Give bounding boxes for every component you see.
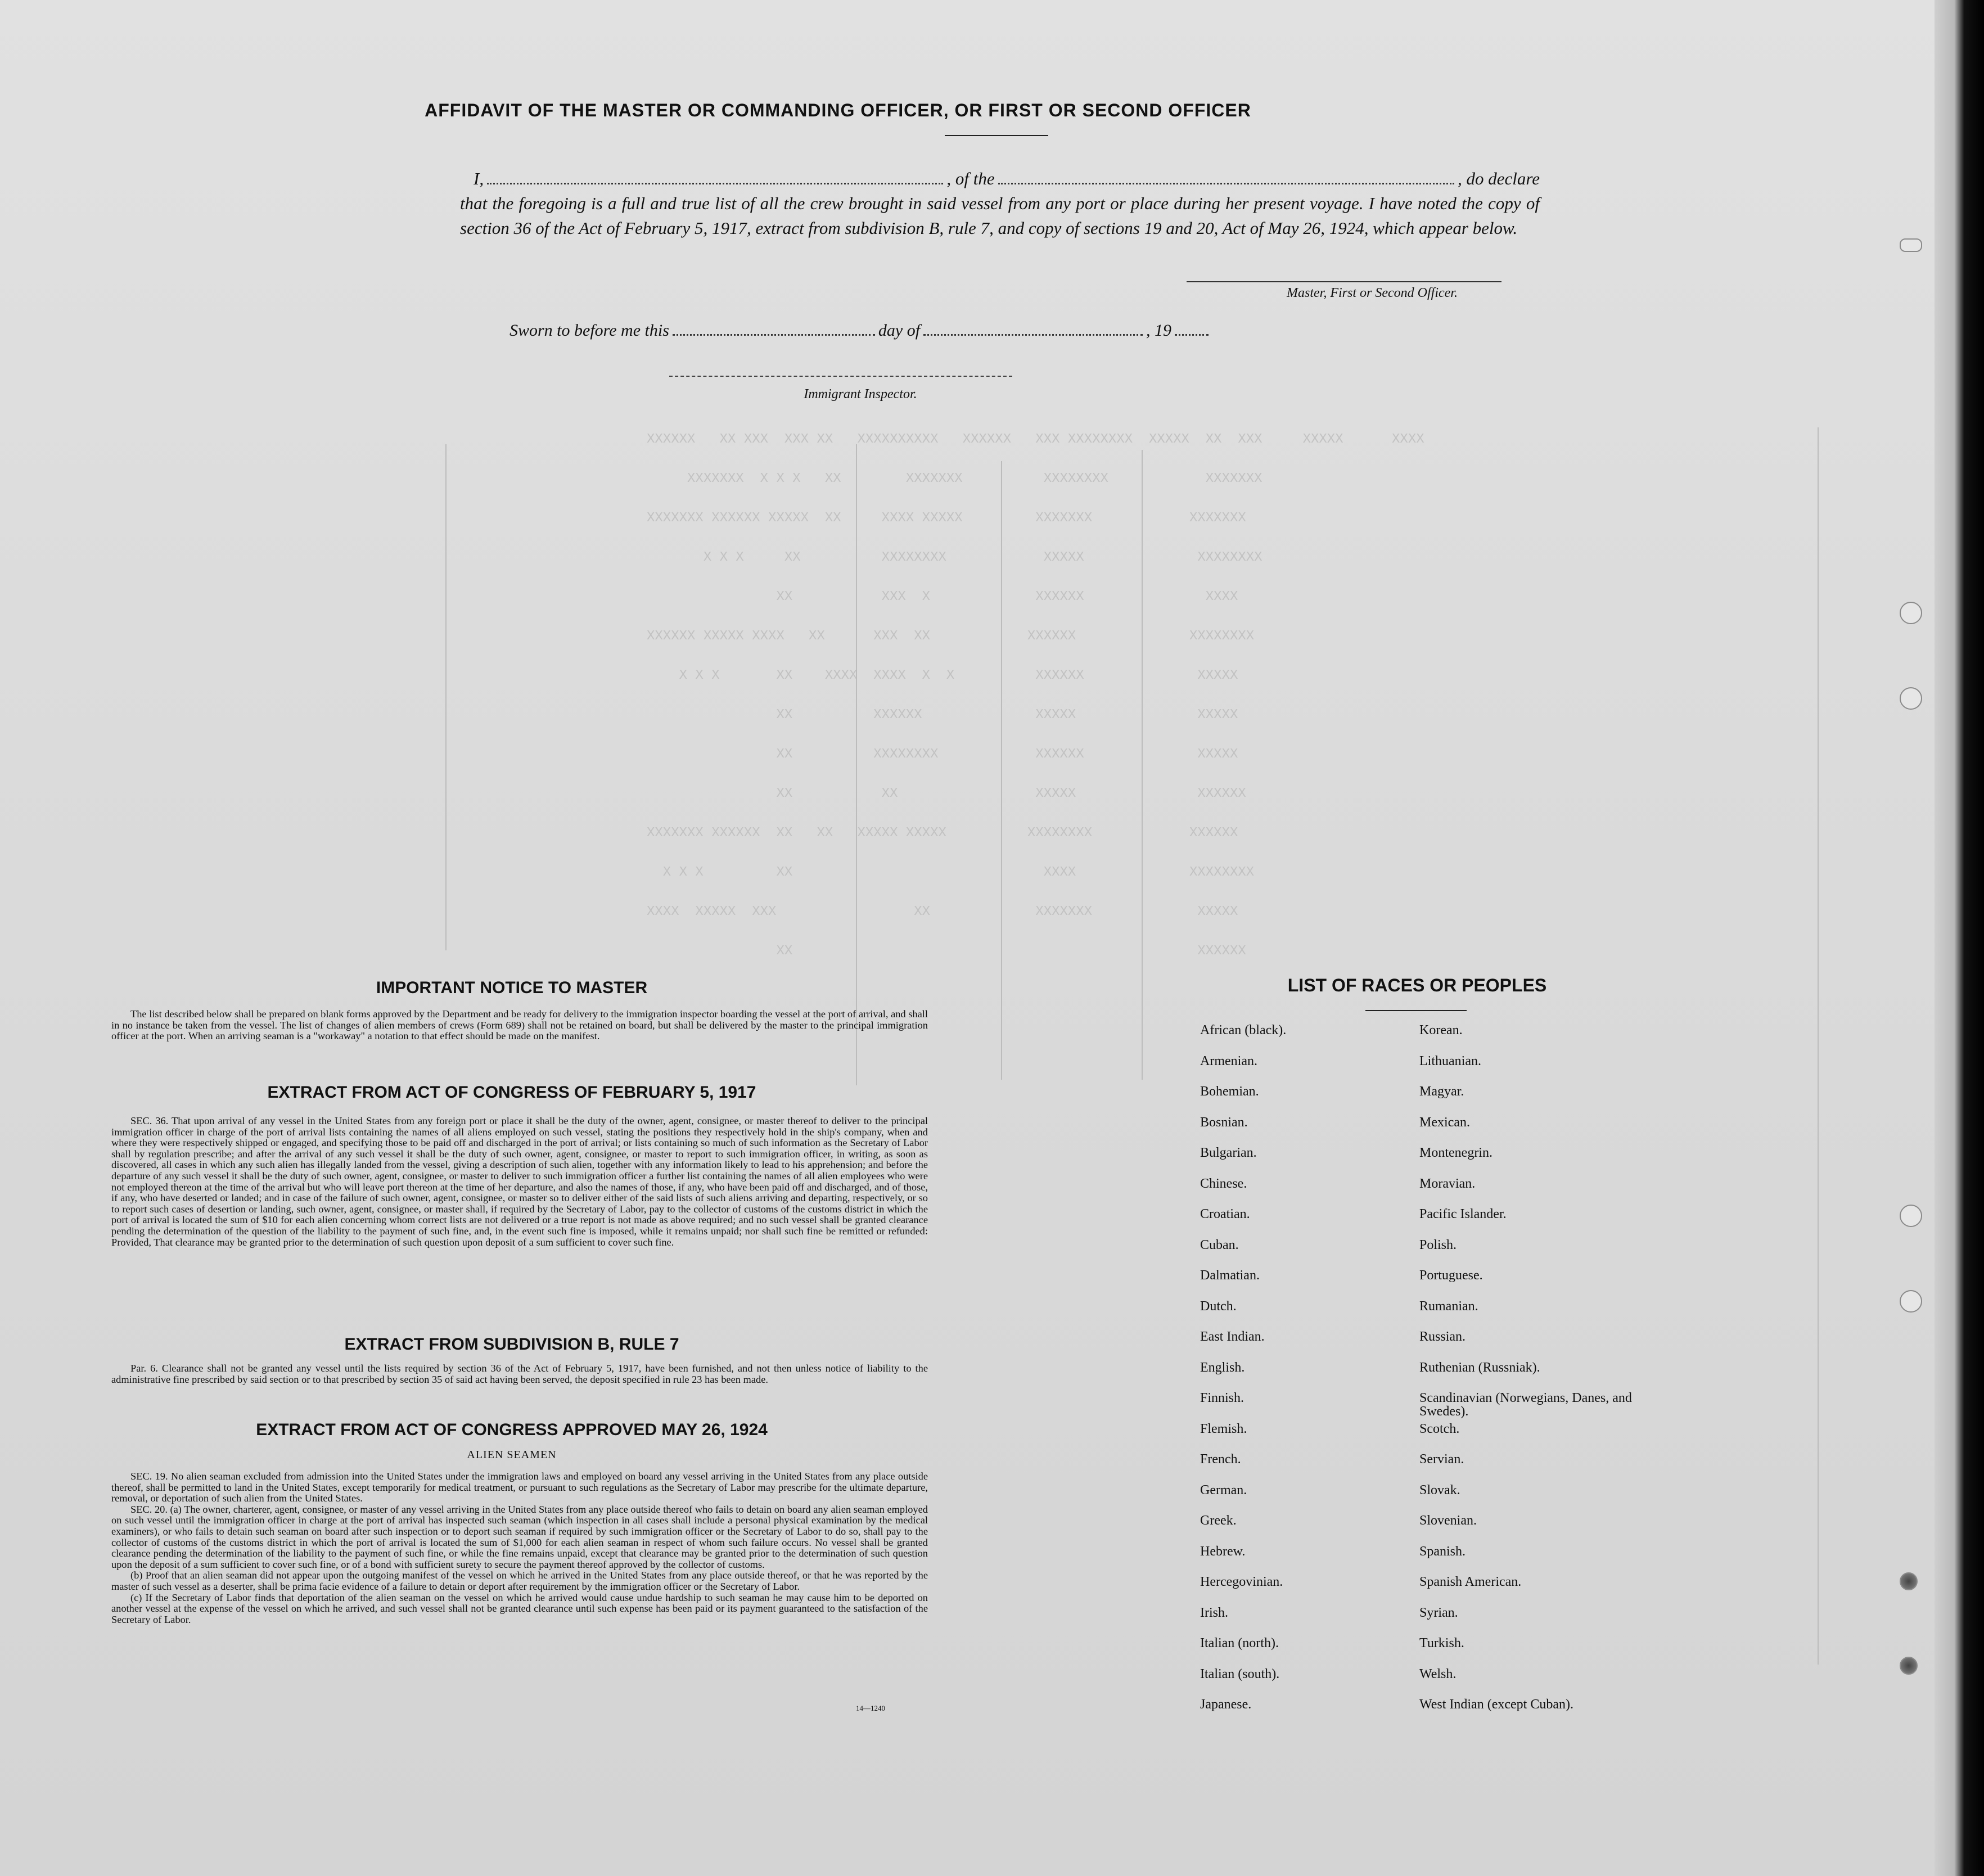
race-item: Hebrew. xyxy=(1200,1544,1246,1559)
act-1924-title: EXTRACT FROM ACT OF CONGRESS APPROVED MAY 26, 1924 xyxy=(256,1420,768,1439)
race-item: Finnish. xyxy=(1200,1391,1244,1405)
race-item: Mexican. xyxy=(1419,1115,1470,1130)
affidavit-title: AFFIDAVIT OF THE MASTER OR COMMANDING OFFICER, OR FIRST OR SECOND OFFICER xyxy=(425,100,1251,120)
race-item: Scotch. xyxy=(1419,1421,1460,1436)
act-1924-text xyxy=(111,1471,928,1625)
binder-hole xyxy=(1900,1572,1918,1590)
race-item: Armenian. xyxy=(1200,1053,1257,1068)
declaration-body: that the foregoing is a full and true list of all the crew brought in said vessel from any port or place during her present voyage. I have noted the copy of section 36 of the Act of February 5, 1917, extract from subdivision B, rule 7, and copy of sections 19 and 20, Act of May 26, 1924, which appear below. xyxy=(460,193,1540,238)
act-1917-section-36: SEC. 36. That upon arrival of any vessel in the United States from any foreign port or place it shall be the duty of the owner, agent, consignee, or master thereof to deliver to the principal immigration officer in charge of the port of arrival lists containing the names of all aliens employed on such vessel, stating the positions they respectively hold in the ship's company, when and where they were respectively shipped or engaged, and specifying those to be paid off and discharged in the port of arrival; or lists containing so much of such information as the Secretary of Labor shall by regulation prescribe; and after the arrival of any such vessel it shall be the duty of such owner, agent, consignee, or master to report to such immigration officer, in writing, as soon as discovered, all cases in which any such alien has illegally landed from the vessel, giving a description of such alien, together with any information likely to lead to his apprehension; and before the departure of any such vessel it shall be the duty of such owner, agent, consignee, or master to deliver to such immigration officer a further list containing the names of all alien employees who were not employed thereon at the time of the arrival but who will leave port thereon at the time of her departure, and also the names of those, if any, who have been paid off and discharged, and of those, if any, who have deserted or landed; and in case of the failure of such owner, agent, consignee, or master so to deliver either of the said lists of such aliens arriving and departing, respectively, or so to report such cases of desertion or landing, such owner, agent, consignee, or master shall, if required by the Secretary of Labor, pay to the collector of customs of the customs district in which the port of arrival is located the sum of $10 for each alien concerning whom correct lists are not delivered or a true report is not made as above required; and no such vessel shall be granted clearance pending the determination of the question of the liability to the payment of such fine, and, in the event such fine is imposed, while it remains unpaid; nor shall such fine be remitted or refunded: Provided, That clearance may be granted prior to the determination of such question upon deposit of a sum sufficient to cover such fine. xyxy=(111,1115,928,1248)
page-edge xyxy=(1935,0,1984,1876)
race-item: Spanish. xyxy=(1419,1544,1466,1559)
race-item: Turkish. xyxy=(1419,1636,1464,1650)
rule-7-title: EXTRACT FROM SUBDIVISION B, RULE 7 xyxy=(344,1335,679,1354)
races-title-rule xyxy=(1365,1010,1467,1011)
declaration-end: , do declare xyxy=(1457,169,1540,188)
name-blank[interactable] xyxy=(487,167,943,184)
ghost-text: XXXX XXXXX XXX XX XXXXXXX XXXXX xyxy=(647,904,1238,919)
sworn-line xyxy=(509,318,1274,340)
race-item: Slovak. xyxy=(1419,1482,1460,1498)
act-1917-text xyxy=(111,1116,928,1248)
race-item: Slovenian. xyxy=(1419,1513,1477,1528)
master-signature-line[interactable] xyxy=(1187,281,1501,282)
rule-7-paragraph: Par. 6. Clearance shall not be granted any vessel until the lists required by section 36 of the Act of February 5, 1917, have been furnished, and not then unless notice of liability to the administrative fine prescribed by said section or to that prescribed by section 35 of said act having been served, the deposit specified in rule 23 has been made. xyxy=(111,1363,928,1385)
inspector-signature-line[interactable] xyxy=(669,376,1012,377)
races-list xyxy=(1200,1023,1650,1729)
race-item: Bohemian. xyxy=(1200,1084,1259,1099)
ghost-text: X X X XX XXXXXXXX XXXXX XXXXXXXX xyxy=(647,550,1262,565)
race-item: Montenegrin. xyxy=(1419,1146,1492,1160)
declaration-of-the: , of the xyxy=(946,169,995,188)
inspector-caption: Immigrant Inspector. xyxy=(804,387,917,402)
declaration-i: I, xyxy=(474,169,484,188)
notice-title: IMPORTANT NOTICE TO MASTER xyxy=(376,978,648,997)
ghost-text: XX XXX X XXXXXX XXXX xyxy=(647,589,1238,605)
ghost-text: X X X XX XXXX XXXXXXXX xyxy=(647,865,1255,880)
act-1924-section-20c: (c) If the Secretary of Labor finds that deportation of the alien seaman on the vessel on which he arrived would cause undue hardship to such seaman he may cause him to be deported on another vessel at the expense of the vessel on which he arrived, and such vessel shall not be granted clearance until such expense has been paid or its payment guaranteed to the satisfaction of the Secretary of Labor. xyxy=(111,1591,928,1625)
declaration xyxy=(460,166,1540,241)
race-item: African (black). xyxy=(1200,1023,1287,1038)
races-title: LIST OF RACES OR PEOPLES xyxy=(1287,975,1547,995)
race-item: Hercegovinian. xyxy=(1200,1575,1283,1589)
binder-hole xyxy=(1900,687,1922,710)
race-item: Chinese. xyxy=(1200,1176,1247,1191)
race-item: German. xyxy=(1200,1482,1247,1498)
ghost-text: XXXXXXX X X X XX XXXXXXX XXXXXXXX XXXXXXX xyxy=(647,471,1262,486)
declaration-first-line xyxy=(460,166,1540,191)
sworn-year: , 19 xyxy=(1146,321,1172,340)
race-item: Magyar. xyxy=(1419,1084,1464,1099)
ghost-text: XX XXXXXX XXXXX XXXXX xyxy=(647,707,1238,723)
ghost-text: XXXXXXX XXXXXX XX XX XXXXX XXXXX XXXXXXXX XXXXXX xyxy=(647,826,1238,841)
race-item: Bosnian. xyxy=(1200,1115,1248,1130)
ghost-rule xyxy=(1142,450,1143,1080)
sworn-day: day of xyxy=(878,321,921,340)
race-item: Italian (south). xyxy=(1200,1666,1280,1681)
race-item: Korean. xyxy=(1419,1023,1463,1038)
ghost-text: XX XX XXXXX XXXXXX xyxy=(647,786,1246,801)
race-item: Spanish American. xyxy=(1419,1575,1522,1589)
master-signature xyxy=(1187,281,1501,301)
act-1924-subtitle: ALIEN SEAMEN xyxy=(467,1449,557,1461)
race-item: Greek. xyxy=(1200,1513,1237,1528)
race-item: Portuguese. xyxy=(1419,1268,1483,1283)
ghost-rule xyxy=(1818,427,1819,1665)
ghost-text: XXXXXXX XXXXXX XXXXX XX XXXX XXXXX XXXXXXX XXXXXXX xyxy=(647,511,1246,526)
sworn-start: Sworn to before me this xyxy=(509,321,669,340)
race-item: East Indian. xyxy=(1200,1329,1265,1344)
binder-hole xyxy=(1900,1290,1922,1313)
sworn-year-blank[interactable] xyxy=(1175,318,1209,336)
race-item: Bulgarian. xyxy=(1200,1146,1257,1160)
sworn-month-blank[interactable] xyxy=(923,318,1143,336)
ghost-text: XX XXXXXX xyxy=(647,944,1246,959)
ghost-text: XXXXXX XXXXX XXXX XX XXX XX XXXXXX XXXXXXXX xyxy=(647,629,1255,644)
race-item: Croatian. xyxy=(1200,1207,1250,1221)
act-1924-section-19: SEC. 19. No alien seaman excluded from admission into the United States under the immigration laws and employed on board any vessel arriving in the United States from any place outside thereof, shall be permitted to land in the United States, except temporarily for medical treatment, or pursuant to such regulations as the Secretary of Labor may prescribe for the ultimate departure, removal, or deportation of such alien from the United States. xyxy=(111,1471,928,1504)
act-1924-section-20a: SEC. 20. (a) The owner, charterer, agent, consignee, or master of any vessel arriving in the United States from any place outside thereof who fails to detain on board any alien seaman employed on such vessel until the immigration officer in charge at the port of arrival has inspected such seaman (which inspection in all cases shall include a personal physical examination by the medical examiners), or who fails to detain such seaman on board after such inspection or to deport such seaman if required by such immigration officer or the Secretary of Labor to do so, shall pay to the collector of customs of the customs district in which the port of arrival is located the sum of $1,000 for each alien seaman in respect of whom such failure occurs. No vessel shall be granted clearance pending the determination of the liability to the payment of such fine, or while the fine remains unpaid, except that clearance may be granted prior to the determination of such question upon the deposit of a sum sufficient to cover such fine, or of a bond with sufficient surety to secure the payment thereof approved by the collector of customs. xyxy=(111,1503,928,1570)
binder-hole xyxy=(1900,602,1922,624)
race-item: French. xyxy=(1200,1452,1241,1467)
master-signature-caption: Master, First or Second Officer. xyxy=(1287,286,1458,300)
race-item: Cuban. xyxy=(1200,1237,1239,1252)
race-item: Servian. xyxy=(1419,1452,1464,1467)
binder-hole xyxy=(1900,1657,1918,1675)
form-number: 14—1240 xyxy=(856,1704,885,1712)
race-item: Rumanian. xyxy=(1419,1298,1478,1314)
ghost-text: XXXXXX XX XXX XXX XX XXXXXXXXXX XXXXXX XXX XXXXXXXX XXXXX XX XXX XXXXX XXXX xyxy=(647,432,1424,447)
race-item: Welsh. xyxy=(1419,1666,1457,1681)
binder-hole xyxy=(1900,238,1922,252)
sworn-day-blank[interactable] xyxy=(673,318,875,336)
race-item: Dutch. xyxy=(1200,1298,1237,1314)
race-item: Lithuanian. xyxy=(1419,1053,1481,1068)
vessel-blank[interactable] xyxy=(998,167,1454,184)
act-1924-section-20b: (b) Proof that an alien seaman did not appear upon the outgoing manifest of the vessel on which he arrived in the United States from any place outside thereof, or that he was reported by the master of such vessel as a deserter, shall be prima facie evidence of a failure to detain or deport after requirement by the immigration officer or the Secretary of Labor. xyxy=(111,1570,928,1592)
title-rule xyxy=(945,135,1048,136)
race-item: Russian. xyxy=(1419,1329,1466,1344)
race-item: Italian (north). xyxy=(1200,1636,1279,1650)
ghost-text: XX XXXXXXXX XXXXXX XXXXX xyxy=(647,747,1238,762)
ghost-rule xyxy=(445,444,447,950)
inspector-signature xyxy=(669,376,1012,402)
race-item: Flemish. xyxy=(1200,1421,1247,1436)
race-item: Polish. xyxy=(1419,1237,1457,1252)
notice-text xyxy=(111,1009,928,1042)
race-item: Moravian. xyxy=(1419,1176,1476,1191)
act-1917-title: EXTRACT FROM ACT OF CONGRESS OF FEBRUARY 5, 1917 xyxy=(267,1083,756,1102)
rule-7-text xyxy=(111,1363,928,1385)
binder-hole xyxy=(1900,1205,1922,1227)
race-item: English. xyxy=(1200,1360,1245,1375)
race-item: Syrian. xyxy=(1419,1605,1458,1620)
race-item: West Indian (except Cuban). xyxy=(1419,1697,1573,1712)
race-item: Ruthenian (Russniak). xyxy=(1419,1360,1540,1375)
race-item: Japanese. xyxy=(1200,1697,1252,1712)
race-item: Scandinavian (Norwegians, Danes, and Swedes). xyxy=(1419,1391,1632,1419)
notice-paragraph: The list described below shall be prepared on blank forms approved by the Department and be ready for delivery to the immigration inspector boarding the vessel at the port of arrival, and shall in no instance be taken from the vessel. The list of changes of alien members of crews (Form 689) shall not be retained on board, but shall be delivered by the master to the principal immigration officer at the port. When an arriving seaman is a "workaway" a notation to that effect should be made on the manifest. xyxy=(111,1008,928,1042)
race-item: Pacific Islander. xyxy=(1419,1207,1507,1221)
race-item: Irish. xyxy=(1200,1605,1228,1620)
ghost-text: X X X XX XXXX XXXX X X XXXXXX XXXXX xyxy=(647,668,1238,683)
race-item: Dalmatian. xyxy=(1200,1268,1260,1283)
